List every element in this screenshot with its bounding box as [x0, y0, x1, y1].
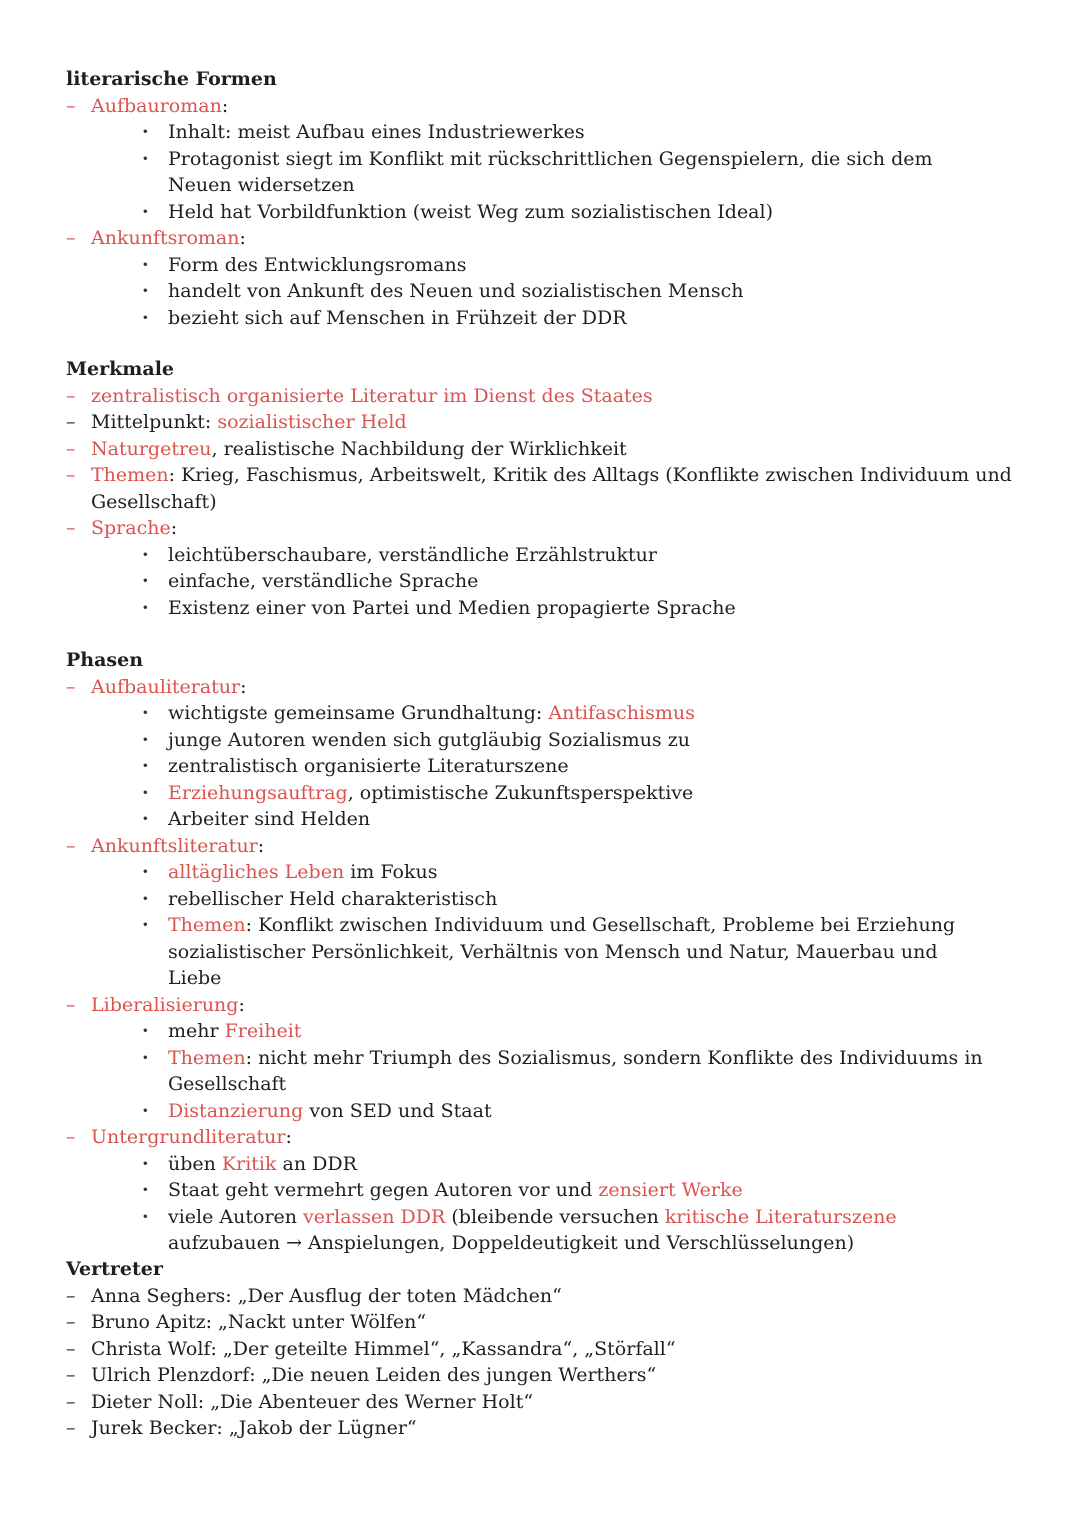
vertreter-item: – Jurek Becker: „Jakob der Lügner“ [0, 1415, 1080, 1442]
bullet-item: · bezieht sich auf Menschen in Frühzeit der DDR [0, 305, 1080, 332]
vertreter-item: – Dieter Noll: „Die Abenteuer des Werner Holt“ [0, 1389, 1080, 1416]
phase-ankunftsliteratur: – Ankunftsliteratur: [0, 833, 1080, 860]
bullet-item: · Arbeiter sind Helden [0, 806, 1080, 833]
phase-aufbauliteratur: – Aufbauliteratur: [0, 674, 1080, 701]
bullet-item: · Form des Entwicklungsromans [0, 252, 1080, 279]
section-merkmale [0, 356, 1080, 621]
bullet-item: · Protagonist siegt im Konflikt mit rückschrittlichen Gegenspielern, die sich dem Neuen widersetzen [0, 146, 1080, 199]
bullet-item: · alltägliches Leben im Fokus [0, 859, 1080, 886]
bullet-item: · viele Autoren verlassen DDR (bleibende versuchen kritische Literaturszene aufzubauen → Anspielungen, Doppeldeutigkeit und Verschlüsselungen) [0, 1204, 1080, 1257]
term-aufbauroman: Aufbauroman [91, 94, 222, 117]
bullet-item: · zentralistisch organisierte Literaturszene [0, 753, 1080, 780]
heading-literarische-formen: literarische Formen [66, 68, 277, 90]
phase-liberalisierung: – Liberalisierung: [0, 992, 1080, 1019]
section-vertreter [0, 1256, 1080, 1442]
vertreter-item: – Ulrich Plenzdorf: „Die neuen Leiden des jungen Werthers“ [0, 1362, 1080, 1389]
bullet-item: · Staat geht vermehrt gegen Autoren vor und zensiert Werke [0, 1177, 1080, 1204]
section-literarische-formen [0, 66, 1080, 331]
heading-vertreter: Vertreter [66, 1258, 163, 1280]
vertreter-item: – Bruno Apitz: „Nackt unter Wölfen“ [0, 1309, 1080, 1336]
bullet-item: · Themen: nicht mehr Triumph des Sozialismus, sondern Konflikte des Individuums in Gesellschaft [0, 1045, 1080, 1098]
heading-phasen: Phasen [66, 649, 144, 671]
bullet-item: · üben Kritik an DDR [0, 1151, 1080, 1178]
merkmal-item: – Themen: Krieg, Faschismus, Arbeitswelt, Kritik des Alltags (Konflikte zwischen Individuum und Gesellschaft) [0, 462, 1080, 515]
bullet-item: · Held hat Vorbildfunktion (weist Weg zum sozialistischen Ideal) [0, 199, 1080, 226]
bullet-item: · rebellischer Held charakteristisch [0, 886, 1080, 913]
bullet-item: · Themen: Konflikt zwischen Individuum und Gesellschaft, Probleme bei Erziehung sozialistischer Persönlichkeit, Verhältnis von Mensch und Natur, Mauerbau und Liebe [0, 912, 1080, 992]
bullet-item: · junge Autoren wenden sich gutgläubig Sozialismus zu [0, 727, 1080, 754]
bullet-item: · leichtüberschaubare, verständliche Erzählstruktur [0, 542, 1080, 569]
bullet-item: · handelt von Ankunft des Neuen und sozialistischen Mensch [0, 278, 1080, 305]
section-phasen [0, 647, 1080, 1257]
vertreter-item: – Christa Wolf: „Der geteilte Himmel“, „Kassandra“, „Störfall“ [0, 1336, 1080, 1363]
bullet-item: · Existenz einer von Partei und Medien propagierte Sprache [0, 595, 1080, 622]
bullet-item: · Erziehungsauftrag, optimistische Zukunftsperspektive [0, 780, 1080, 807]
bullet-item: · Inhalt: meist Aufbau eines Industriewerkes [0, 119, 1080, 146]
merkmal-item: – Mittelpunkt: sozialistischer Held [0, 409, 1080, 436]
merkmal-item: – Sprache: [0, 515, 1080, 542]
vertreter-item: – Anna Seghers: „Der Ausflug der toten Mädchen“ [0, 1283, 1080, 1310]
phase-untergrundliteratur: – Untergrundliteratur: [0, 1124, 1080, 1151]
bullet-item: · wichtigste gemeinsame Grundhaltung: Antifaschismus [0, 700, 1080, 727]
merkmal-item: – Naturgetreu, realistische Nachbildung der Wirklichkeit [0, 436, 1080, 463]
merkmal-item: – zentralistisch organisierte Literatur im Dienst des Staates [0, 383, 1080, 410]
bullet-item: · mehr Freiheit [0, 1018, 1080, 1045]
heading-merkmale: Merkmale [66, 358, 175, 380]
item-aufbauroman: – Aufbauroman: [0, 93, 1080, 120]
bullet-item: · Distanzierung von SED und Staat [0, 1098, 1080, 1125]
item-ankunftsroman: – Ankunftsroman: [0, 225, 1080, 252]
term-ankunftsroman: Ankunftsroman [91, 227, 240, 249]
bullet-item: · einfache, verständliche Sprache [0, 568, 1080, 595]
